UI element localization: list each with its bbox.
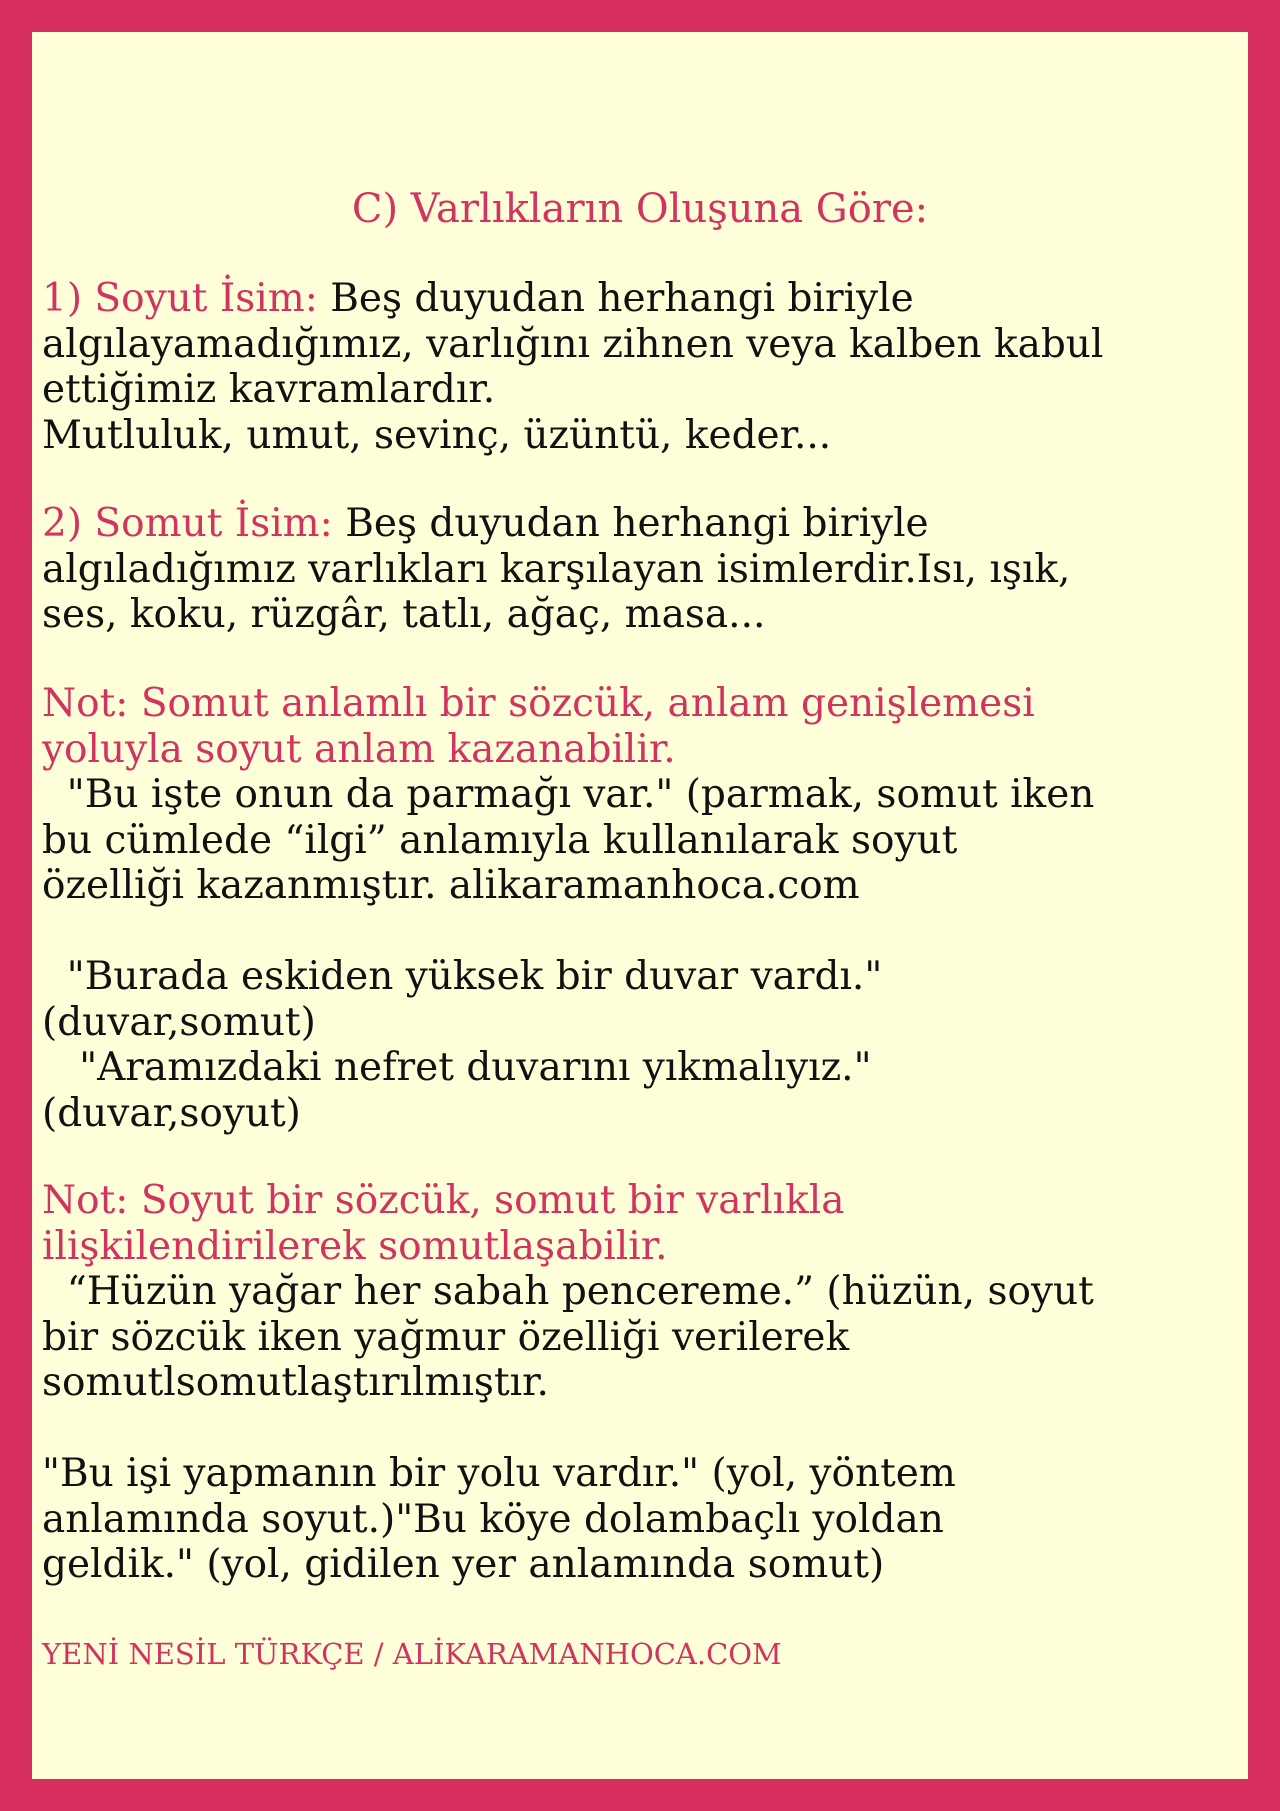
note2-heading-2: ilişkilendirilerek somutlaşabilir. <box>42 1223 668 1269</box>
note1-example-4: "Burada eskiden yüksek bir duvar vardı." <box>42 954 883 999</box>
soyut-isim-text-1: Beş duyudan herhangi biriyle <box>317 276 914 321</box>
soyut-isim-heading: 1) Soyut İsim: <box>42 276 318 321</box>
note2-heading-1: Not: Soyut bir sözcük, somut bir varlıkla <box>42 1178 845 1223</box>
note2-example-1: “Hüzün yağar her sabah pencereme.” (hüzün, soyut <box>42 1269 1094 1314</box>
note1-example-1: "Bu işte onun da parmağı var." (parmak, somut iken <box>42 772 1095 817</box>
soyut-isim-text-3: ettiğimiz kavramlardır. <box>42 367 496 412</box>
somut-isim-heading: 2) Somut İsim: <box>42 501 333 546</box>
note-soyut-to-somut <box>42 1178 1247 1588</box>
note2-example-4: "Bu işi yapmanın bir yolu vardır." (yol, yöntem <box>42 1451 956 1496</box>
note2-example-6: geldik." (yol, gidilen yer anlamında somut) <box>42 1542 885 1587</box>
soyut-isim-examples: Mutluluk, umut, sevinç, üzüntü, keder... <box>42 412 832 458</box>
note1-example-5: (duvar,somut) <box>42 999 316 1045</box>
note1-example-2: bu cümlede “ilgi” anlamıyla kullanılarak soyut <box>42 817 958 863</box>
soyut-isim-text-2: algılayamadığımız, varlığını zihnen veya kalben kabul <box>42 321 1104 367</box>
note1-example-6: "Aramızdaki nefret duvarını yıkmalıyız." <box>42 1045 872 1090</box>
note-somut-to-soyut <box>42 681 1247 1136</box>
note1-example-3: özelliği kazanmıştır. alikaramanhoca.com <box>42 863 860 908</box>
note1-example-7: (duvar,soyut) <box>42 1090 301 1136</box>
section-soyut-isim <box>42 276 1247 458</box>
note1-spacer <box>42 909 1247 955</box>
note2-example-3: somutlsomutlaştırılmıştır. <box>42 1360 549 1405</box>
note2-example-5: anlamında soyut.)"Bu köye dolambaçlı yoldan <box>42 1496 944 1542</box>
page-title: C) Varlıkların Oluşuna Göre: <box>351 186 929 232</box>
page-frame <box>32 32 1248 1779</box>
section-somut-isim <box>42 501 1247 638</box>
note2-example-2: bir sözcük iken yağmur özelliği verilerek <box>42 1314 850 1360</box>
note1-heading-1: Not: Somut anlamlı bir sözcük, anlam genişlemesi <box>42 681 1035 726</box>
note1-heading-2: yoluyla soyut anlam kazanabilir. <box>42 726 676 772</box>
somut-isim-text-1: Beş duyudan herhangi biriyle <box>332 501 929 546</box>
somut-isim-text-2: algıladığımız varlıkları karşılayan isimlerdir.Isı, ışık, <box>42 546 1071 592</box>
footer-credit: YENİ NESİL TÜRKÇE / ALİKARAMANHOCA.COM <box>42 1637 782 1671</box>
somut-isim-text-3: ses, koku, rüzgâr, tatlı, ağaç, masa... <box>42 592 766 637</box>
note2-spacer <box>42 1406 1247 1452</box>
